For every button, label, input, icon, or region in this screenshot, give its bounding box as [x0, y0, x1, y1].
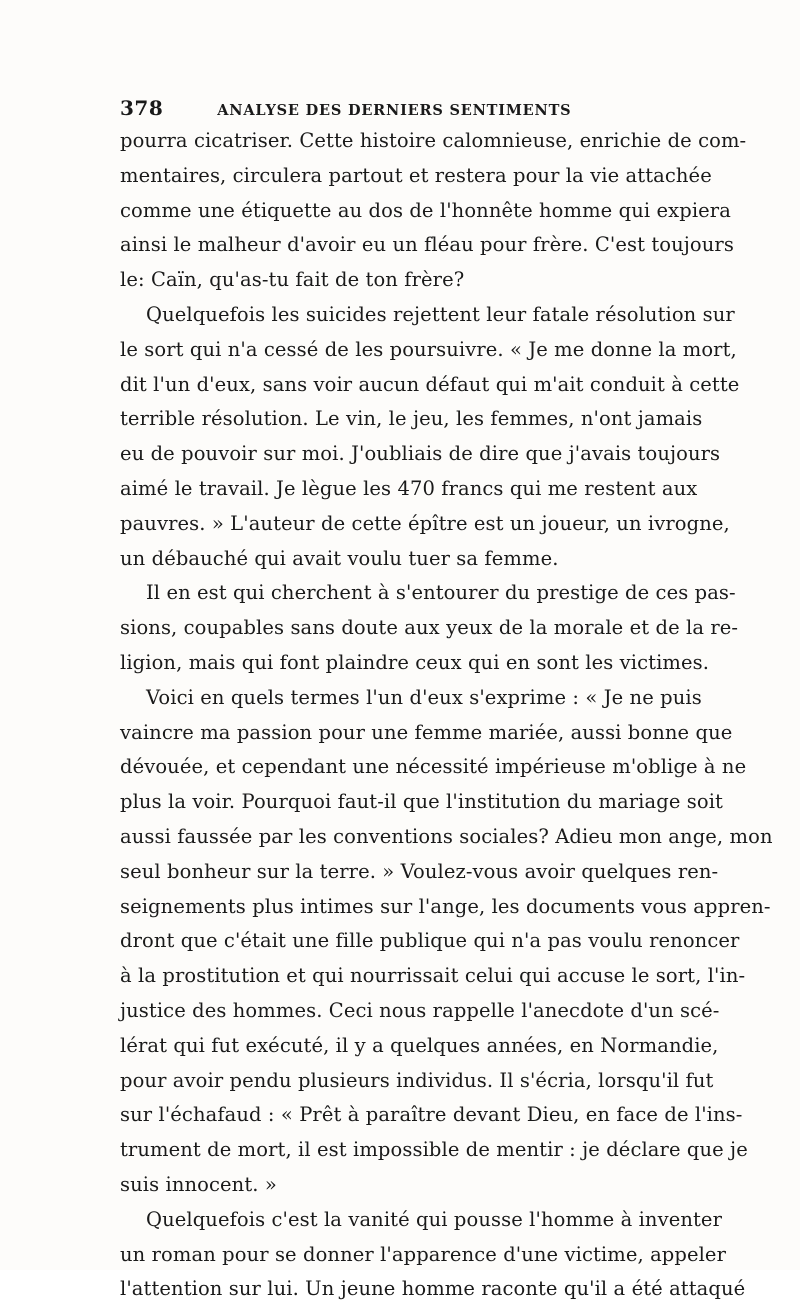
page-number: 378	[120, 96, 164, 120]
text-line: lérat qui fut exécuté, il y a quelques années, en Normandie,	[120, 1033, 719, 1057]
text-line: suis innocent. »	[120, 1172, 277, 1196]
text-line: sions, coupables sans doute aux yeux de la morale et de la re-	[120, 616, 739, 640]
text-line: Quelquefois les suicides rejettent leur fatale résolution sur	[146, 302, 735, 326]
text-line: un roman pour se donner l'apparence d'une victime, appeler	[120, 1242, 726, 1266]
text-line: à la prostitution et qui nourrissait celui qui accuse le sort, l'in-	[120, 964, 746, 988]
text-line: l'attention sur lui. Un jeune homme raconte qu'il a été attaqué	[120, 1277, 746, 1301]
text-line: pour avoir pendu plusieurs individus. Il s'écria, lorsqu'il fut	[120, 1068, 714, 1092]
text-line: mentaires, circulera partout et restera pour la vie attachée	[120, 163, 712, 187]
text-line: eu de pouvoir sur moi. J'oubliais de dire que j'avais toujours	[120, 442, 721, 466]
text-line: seul bonheur sur la terre. » Voulez-vous avoir quelques ren-	[120, 859, 719, 883]
text-line: comme une étiquette au dos de l'honnête homme qui expiera	[120, 198, 731, 222]
text-line: dit l'un d'eux, sans voir aucun défaut qui m'ait conduit à cette	[120, 372, 740, 396]
text-line: Il en est qui cherchent à s'entourer du prestige de ces pas-	[146, 581, 736, 605]
text-line: pourra cicatriser. Cette histoire calomnieuse, enrichie de com-	[120, 129, 747, 152]
text-line: sur l'échafaud : « Prêt à paraître devant Dieu, en face de l'ins-	[120, 1103, 743, 1127]
text-line: Quelquefois c'est la vanité qui pousse l'homme à inventer	[146, 1207, 722, 1231]
text-line: aussi faussée par les conventions sociales? Adieu mon ange, mon	[120, 824, 773, 848]
text-line: un débauché qui avait voulu tuer sa femme.	[120, 546, 559, 570]
running-title: ANALYSE DES DERNIERS SENTIMENTS	[217, 102, 572, 119]
text-line: vaincre ma passion pour une femme mariée, aussi bonne que	[120, 720, 733, 744]
body-text	[120, 124, 773, 1307]
text-line: Voici en quels termes l'un d'eux s'exprime : « Je ne puis	[146, 685, 702, 709]
text-line: terrible résolution. Le vin, le jeu, les femmes, n'ont jamais	[120, 407, 703, 431]
text-line: dévouée, et cependant une nécessité impérieuse m'oblige à ne	[120, 755, 747, 779]
text-line: justice des hommes. Ceci nous rappelle l'anecdote d'un scé-	[120, 998, 720, 1022]
text-line: pauvres. » L'auteur de cette épître est un joueur, un ivrogne,	[120, 511, 730, 535]
text-line: trument de mort, il est impossible de mentir : je déclare que je	[120, 1138, 748, 1162]
text-line: le sort qui n'a cessé de les poursuivre. « Je me donne la mort,	[120, 337, 737, 361]
text-line: aimé le travail. Je lègue les 470 francs qui me restent aux	[120, 476, 698, 500]
text-line: ligion, mais qui font plaindre ceux qui en sont les victimes.	[120, 650, 710, 674]
text-line: le: Caïn, qu'as-tu fait de ton frère?	[120, 268, 465, 292]
text-line: dront que c'était une fille publique qui n'a pas voulu renoncer	[120, 929, 740, 953]
text-line: plus la voir. Pourquoi faut-il que l'institution du mariage soit	[120, 790, 723, 814]
running-head	[120, 96, 676, 120]
text-line: seignements plus intimes sur l'ange, les documents vous appren-	[120, 894, 771, 918]
text-line: ainsi le malheur d'avoir eu un fléau pour frère. C'est toujours	[120, 233, 734, 257]
